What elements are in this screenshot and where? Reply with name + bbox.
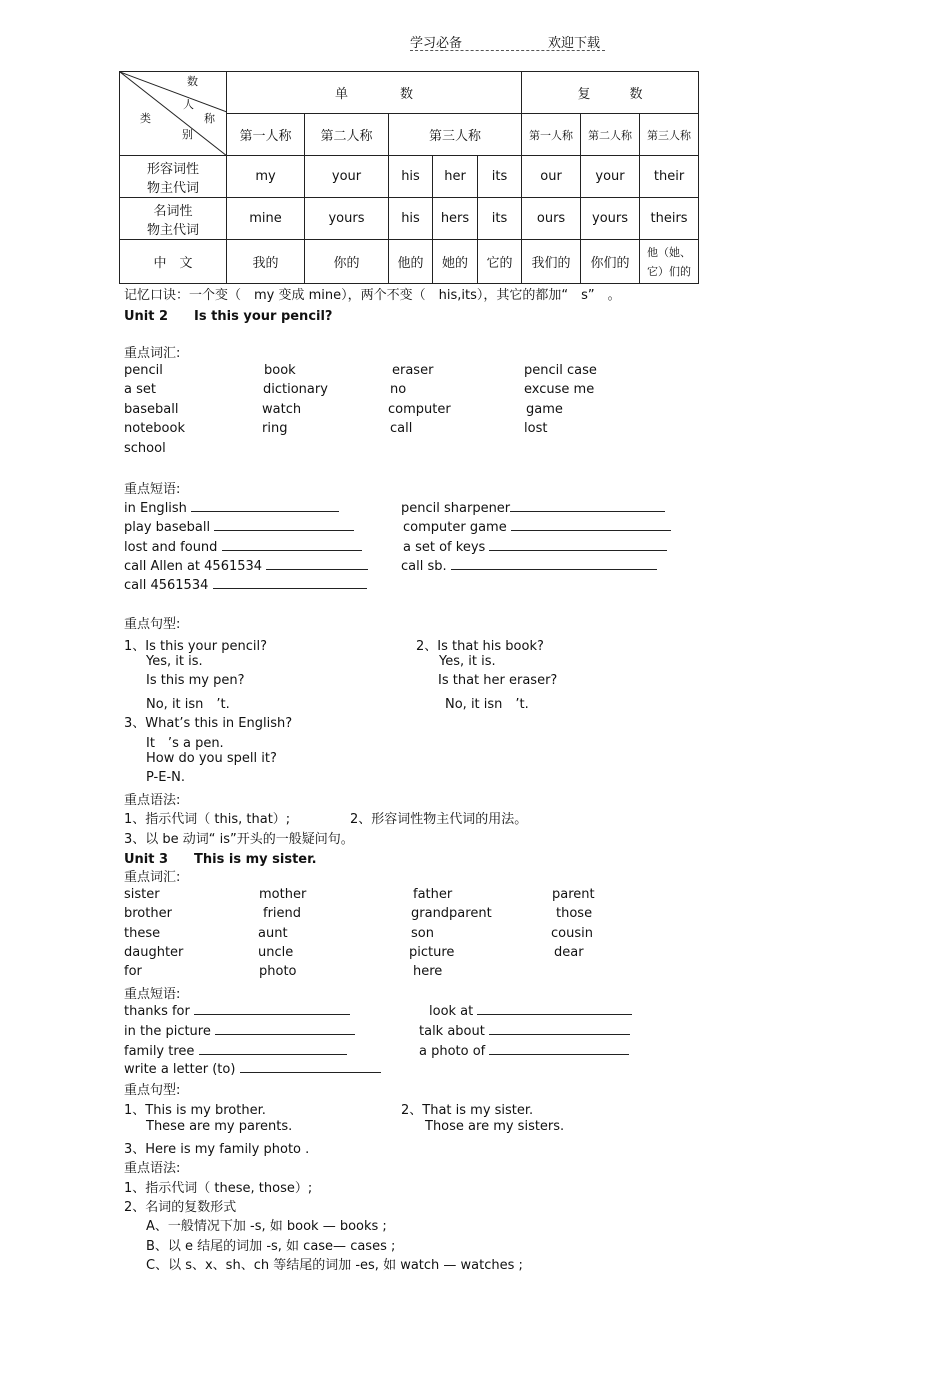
sentence-line: No, it isn ’t. <box>146 697 230 712</box>
sentence-line: Yes, it is. <box>439 654 496 669</box>
person-header: 第二人称 <box>581 114 640 156</box>
vocab-word: lost <box>524 421 548 436</box>
vocab-word: excuse me <box>524 382 595 397</box>
vocab-word: dictionary <box>263 382 328 397</box>
answer-blank[interactable] <box>511 518 671 531</box>
vocab-word: father <box>413 887 453 902</box>
header-left: 学习必备 <box>410 36 463 51</box>
table-cell: 他（她、 它）们的 <box>640 240 699 284</box>
answer-blank[interactable] <box>489 1022 630 1035</box>
phrase-item: play baseball <box>124 518 354 535</box>
table-cell: her <box>433 156 478 198</box>
vocab-word: parent <box>552 887 595 902</box>
table-cell: your <box>305 156 389 198</box>
header-right: 欢迎下载 <box>548 36 601 51</box>
table-cell: yours <box>581 198 640 240</box>
diag-lei: 类 <box>140 112 151 125</box>
answer-blank[interactable] <box>199 1042 347 1055</box>
unit2-title: Unit 2 Is this your pencil? <box>124 309 333 324</box>
table-cell: our <box>522 156 581 198</box>
table-cell: hers <box>433 198 478 240</box>
table-cell: their <box>640 156 699 198</box>
vocab-word: those <box>556 906 593 921</box>
vocab-word: school <box>124 441 166 456</box>
vocab-word: friend <box>263 906 302 921</box>
mnemonic: 记忆口诀：一个变（ my 变成 mine），两个不变（ his,its），其它的都加“ s” 。 <box>124 288 621 303</box>
phrase-item: a set of keys <box>403 538 667 555</box>
phrase-item: look at <box>429 1002 632 1019</box>
table-cell: its <box>478 198 522 240</box>
unit3-title: Unit 3 This is my sister. <box>124 852 317 867</box>
phrase-item: call 4561534 <box>124 576 367 593</box>
vocab-word: sister <box>124 887 160 902</box>
table-row <box>120 198 699 240</box>
answer-blank[interactable] <box>214 518 354 531</box>
person-header: 第二人称 <box>305 114 389 156</box>
diag-bie: 别 <box>182 128 193 141</box>
phrase-item: lost and found <box>124 538 362 555</box>
unit2-phrase-heading: 重点短语: <box>124 482 181 497</box>
vocab-word: for <box>124 964 142 979</box>
vocab-word: no <box>390 382 407 397</box>
unit3-grammar-heading: 重点语法: <box>124 1161 181 1176</box>
table-cell: my <box>227 156 305 198</box>
vocab-word: game <box>526 402 563 417</box>
phrase-item: in English <box>124 499 339 516</box>
answer-blank[interactable] <box>451 557 657 570</box>
row-label: 中 文 <box>120 240 227 284</box>
sentence-line: P-E-N. <box>146 770 186 785</box>
sentence-line: It ’s a pen. <box>146 736 224 751</box>
vocab-word: dear <box>554 945 584 960</box>
unit2-sentence-heading: 重点句型: <box>124 617 181 632</box>
phrase-item: family tree <box>124 1042 347 1059</box>
grammar-point: 2、名词的复数形式 <box>124 1200 237 1215</box>
phrase-item: thanks for <box>124 1002 350 1019</box>
vocab-word: these <box>124 926 161 941</box>
table-corner-cell <box>120 72 227 156</box>
table-row <box>120 240 699 284</box>
answer-blank[interactable] <box>240 1060 381 1073</box>
vocab-word: ring <box>262 421 288 436</box>
row-label: 形容词性 物主代词 <box>120 156 227 198</box>
person-header: 第三人称 <box>389 114 522 156</box>
vocab-word: daughter <box>124 945 184 960</box>
table-cell: 它的 <box>478 240 522 284</box>
grammar-point: 1、指示代词（ these, those）; <box>124 1181 313 1196</box>
sentence-line: No, it isn ’t. <box>445 697 529 712</box>
table-cell: 我们的 <box>522 240 581 284</box>
sentence-line: 1、Is this your pencil? <box>124 639 267 654</box>
vocab-word: pencil <box>124 363 163 378</box>
answer-blank[interactable] <box>213 576 367 589</box>
plural-header: 复 数 <box>522 72 699 114</box>
sentence-line: How do you spell it? <box>146 751 277 766</box>
sentence-line: 3、Here is my family photo . <box>124 1142 310 1157</box>
table-cell: 你们的 <box>581 240 640 284</box>
table-cell: his <box>389 198 433 240</box>
vocab-word: a set <box>124 382 156 397</box>
table-cell: theirs <box>640 198 699 240</box>
answer-blank[interactable] <box>191 499 339 512</box>
phrase-item: computer game <box>403 518 671 535</box>
singular-header: 单 数 <box>227 72 522 114</box>
unit3-sentence-heading: 重点句型: <box>124 1083 181 1098</box>
table-cell: yours <box>305 198 389 240</box>
table-cell: 她的 <box>433 240 478 284</box>
sentence-line: Is that her eraser? <box>438 673 558 688</box>
phrase-item: call sb. <box>401 557 657 574</box>
table-cell: mine <box>227 198 305 240</box>
unit2-grammar-heading: 重点语法: <box>124 793 181 808</box>
vocab-word: computer <box>388 402 451 417</box>
phrase-item: call Allen at 4561534 <box>124 557 368 574</box>
sentence-line: 1、This is my brother. <box>124 1103 266 1118</box>
grammar-point: 2、形容词性物主代词的用法。 <box>350 812 528 827</box>
vocab-word: son <box>411 926 434 941</box>
vocab-word: here <box>413 964 443 979</box>
vocab-word: cousin <box>551 926 593 941</box>
phrase-item: a photo of <box>419 1042 629 1059</box>
grammar-point: C、以 s、x、sh、ch 等结尾的词加 -es, 如 watch — watches ; <box>146 1258 523 1273</box>
pronoun-table <box>119 71 699 284</box>
answer-blank[interactable] <box>194 1002 350 1015</box>
vocab-word: brother <box>124 906 172 921</box>
diag-cheng: 称 <box>204 112 215 125</box>
vocab-word: pencil case <box>524 363 597 378</box>
sentence-line: Those are my sisters. <box>425 1119 565 1134</box>
table-cell: 我的 <box>227 240 305 284</box>
answer-blank[interactable] <box>489 538 667 551</box>
sentence-line: Yes, it is. <box>146 654 203 669</box>
grammar-point: 1、指示代词（ this, that）; <box>124 812 291 827</box>
sentence-line: 3、What’s this in English? <box>124 716 293 731</box>
vocab-word: call <box>390 421 413 436</box>
table-cell: 你的 <box>305 240 389 284</box>
person-header: 第一人称 <box>522 114 581 156</box>
sentence-line: These are my parents. <box>146 1119 293 1134</box>
vocab-word: picture <box>409 945 455 960</box>
phrase-item: pencil sharpener <box>401 499 665 516</box>
vocab-word: grandparent <box>411 906 492 921</box>
person-header: 第三人称 <box>640 114 699 156</box>
unit3-vocab-heading: 重点词汇: <box>124 870 181 885</box>
header-divider <box>410 50 605 51</box>
sentence-line: 2、That is my sister. <box>401 1103 534 1118</box>
unit2-vocab-heading: 重点词汇: <box>124 346 181 361</box>
vocab-word: mother <box>259 887 307 902</box>
diag-shu: 数 <box>187 75 198 88</box>
vocab-word: notebook <box>124 421 185 436</box>
vocab-word: book <box>264 363 296 378</box>
grammar-point: B、以 e 结尾的词加 -s, 如 case— cases ; <box>146 1239 396 1254</box>
diag-ren: 人 <box>183 98 194 111</box>
row-label: 名词性 物主代词 <box>120 198 227 240</box>
table-cell: his <box>389 156 433 198</box>
phrase-item: in the picture <box>124 1022 355 1039</box>
grammar-point: 3、以 be 动词“ is”开头的一般疑问句。 <box>124 832 354 847</box>
table-cell: ours <box>522 198 581 240</box>
sentence-line: Is this my pen? <box>146 673 245 688</box>
vocab-word: aunt <box>258 926 288 941</box>
table-row <box>120 156 699 198</box>
table-cell: your <box>581 156 640 198</box>
answer-blank[interactable] <box>489 1042 629 1055</box>
table-cell: its <box>478 156 522 198</box>
answer-blank[interactable] <box>477 1002 632 1015</box>
phrase-item: talk about <box>419 1022 630 1039</box>
answer-blank[interactable] <box>266 557 368 570</box>
sentence-line: 2、Is that his book? <box>416 639 544 654</box>
vocab-word: eraser <box>392 363 434 378</box>
answer-blank[interactable] <box>222 538 362 551</box>
vocab-word: uncle <box>258 945 294 960</box>
grammar-point: A、一般情况下加 -s, 如 book — books ; <box>146 1219 387 1234</box>
unit3-phrase-heading: 重点短语: <box>124 987 181 1002</box>
person-header: 第一人称 <box>227 114 305 156</box>
vocab-word: photo <box>259 964 297 979</box>
answer-blank[interactable] <box>510 499 665 512</box>
table-cell: 他的 <box>389 240 433 284</box>
vocab-word: baseball <box>124 402 179 417</box>
vocab-word: watch <box>262 402 302 417</box>
answer-blank[interactable] <box>215 1022 355 1035</box>
phrase-item: write a letter (to) <box>124 1060 381 1077</box>
